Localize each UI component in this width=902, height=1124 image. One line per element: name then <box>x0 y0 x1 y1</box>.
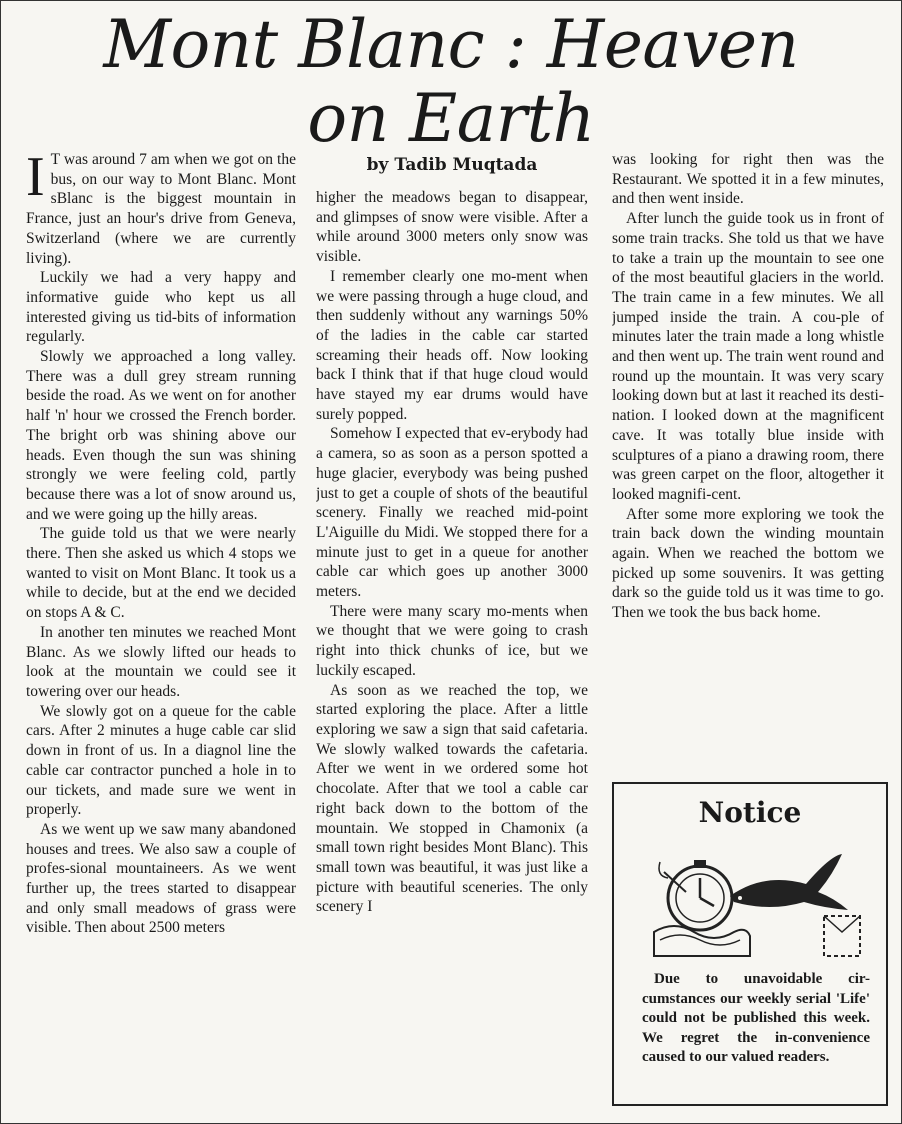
article-paragraph: As soon as we reached the top, we started exploring the place. After a little exploring we saw a sign that said cafetaria. We slowly walked towards the cafetaria. After we went in we ordered some hot chocolate. After that we tool a cable car right back down to the bottom of the mountain. We stopped in Chamonix (a small town right besides Mont Blanc). This small town was beautiful, it was just like a picture with beautiful sceneries. The only scenery I <box>316 681 588 916</box>
article-paragraph: There were many scary mo-ments when we thought that we were going to crash right into thick chunks of ice, but we luckily escaped. <box>316 602 588 679</box>
article-paragraph: After some more exploring we took the train back down the winding mountain again. When we reached the bottom we picked up some souvenirs. It was getting dark so the guide told us it was time to go. Then we took the bus back home. <box>612 505 884 622</box>
notice-box <box>612 782 888 1106</box>
headline-line-1: Mont Blanc : Heaven <box>103 6 799 83</box>
byline: by Tadib Muqtada <box>366 155 538 175</box>
article-column-1 <box>26 150 296 1118</box>
headline-line-2: on Earth <box>307 80 595 157</box>
article-paragraph-text: T was around 7 am when we got on the bus, on our way to Mont Blanc. Mont sBlanc is the biggest mountain in France, just an hour's drive from Geneva, Switzerland (where we are currently living). <box>26 151 296 267</box>
notice-illustration <box>634 832 866 962</box>
notice-title: Notice <box>698 796 802 829</box>
article-paragraph: higher the meadows began to disappear, and glimpses of snow were visible. After a while around 3000 meters only snow was visible. <box>316 189 588 266</box>
article-paragraph: I remember clearly one mo-ment when we were passing through a huge cloud, and then suddenly without any warnings 50% of the ladies in the cable car started screaming their heads off. Now looking back I think that if that huge cloud would have stayed my ear drums would have surely popped. <box>316 267 588 423</box>
article-paragraph: Luckily we had a very happy and informative guide who kept us all interested giving us tid-bits of information regularly. <box>26 269 296 346</box>
article-paragraph: The guide told us that we were nearly there. Then she asked us which 4 stops we wanted to visit on Mont Blanc. It took us a while to decide, but at the end we decided on stops A & C. <box>26 525 296 622</box>
drop-cap: I <box>26 150 45 208</box>
article-paragraph: We slowly got on a queue for the cable cars. After 2 minutes a huge cable car slid down in front of us. In a diagnol line the cable car contractor punched a hole in to our tickets, and made sure we went in properly. <box>26 702 296 819</box>
article-column-3 <box>612 150 884 778</box>
article-paragraph: In another ten minutes we reached Mont Blanc. As we slowly lifted our heads to look at the mountain we could see it towering over our heads. <box>26 623 296 700</box>
article-paragraph: was looking for right then was the Restaurant. We spotted it in a few minutes, and then went inside. <box>612 151 884 208</box>
article-paragraph: Somehow I expected that ev-erybody had a camera, so as soon as a person spotted a huge glacier, everybody was being pushed just to get a couple of shots of the beautiful scenery. Finally we reached mid-point L'Aiguille du Midi. We stopped there for a minute just to get in a queue for another cable car which goes up another 3000 meters. <box>316 425 588 601</box>
notice-text: Due to unavoidable cir-cumstances our weekly serial 'Life' could not be published this week. We regret the in-convenience caused to our valued readers. <box>642 971 870 1065</box>
article-paragraph: Slowly we approached a long valley. There was a dull grey stream running beside the road. As we went on for another half 'n' hour we crossed the French border. The bright orb was shining above our heads. Even though the sun was shining strongly we were feeling cold, partly because there was a lot of snow around us, and we were going up the hilly areas. <box>26 348 296 523</box>
article-paragraph: As we went up we saw many abandoned houses and trees. We also saw a couple of profes-sional mountaineers. As we went further up, the trees started to disappear and only small meadows of grass were visible. Then about 2500 meters <box>26 820 296 937</box>
article-paragraph: After lunch the guide took us in front of some train tracks. She told us that we have to take a train up the mountain to see one of the most beautiful glaciers in the world. The train came in a few minutes. We all jumped inside the train. A cou-ple of minutes later the train made a long whistle and then went up. The train went round and round up the mountain. It was very scary looking down but at last it reached its desti-nation. I looked down at the magnificent cave. It was totally blue inside with sculptures of a piano a drawing room, there was green carpet on the floor, altogether it looked magnifi-cent. <box>612 210 884 503</box>
article-column-2 <box>316 150 588 1118</box>
article-paragraph <box>26 150 296 268</box>
